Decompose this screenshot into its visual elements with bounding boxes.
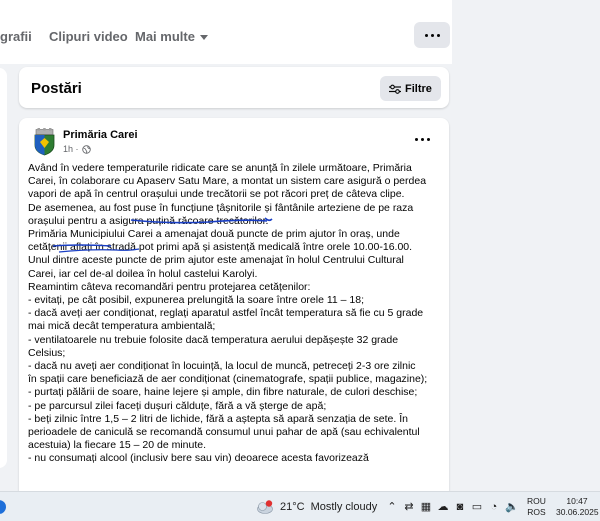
posts-title: Postări xyxy=(31,80,82,97)
app-icon[interactable] xyxy=(0,500,6,514)
tab-bar-gap xyxy=(452,0,600,64)
dot-icon xyxy=(437,34,440,37)
coat-of-arms-avatar[interactable] xyxy=(32,128,57,156)
post-text-line: cetățenii aflați în stradă pot primi apă și asistență medicală între orele 10.00-16.00. xyxy=(28,241,413,254)
post-text-line: Carei, iar cel de-al doilea în holul castelui Karolyi. xyxy=(28,267,258,280)
post-text-line: De asemenea, au fost puse în funcțiune țâșnitorile și fântânile arteziene de pe raza xyxy=(28,201,414,214)
post-text-line: vapori de apă în centrul orașului unde trecătorii se pot răcori preț de câteva clipe. xyxy=(28,188,405,201)
network-adapter-icon[interactable]: ▦ xyxy=(420,501,432,513)
weather-text: Mostly cloudy xyxy=(310,501,378,513)
tab-reels[interactable]: Clipuri video xyxy=(49,29,128,44)
dot-icon xyxy=(425,34,428,37)
windows-taskbar xyxy=(0,491,600,521)
clock-date: 30.06.2025 xyxy=(556,507,599,517)
left-column-card xyxy=(0,68,7,468)
more-options-button[interactable] xyxy=(414,22,450,48)
weather-temperature: 21°C xyxy=(280,501,305,513)
clock-time: 10:47 xyxy=(566,496,588,506)
post-text-line: mai mică decât temperatura ambientală; xyxy=(28,320,216,333)
post-text-line: Unul dintre aceste puncte de prim ajutor este amenajat în holul Centrului Cultural xyxy=(28,254,404,267)
post-text-line: Celsius; xyxy=(28,346,66,359)
post-text-line: - purtați pălării de soare, haine lejere și ample, din fibre naturale, de culori deschise; xyxy=(28,386,418,399)
speaker-icon[interactable]: 🔈 xyxy=(505,501,519,513)
tab-more-label: Mai multe xyxy=(135,29,195,44)
dot-icon xyxy=(431,34,434,37)
keyboard-layout: ROS xyxy=(527,507,546,517)
post-text-line: perioadele de caniculă se recomandă consumul unui pahar de apă (sau echivalentul xyxy=(28,426,420,439)
post-text-line: în spații care beneficiază de aer condiționat (cinematografe, spații publice, magazine); xyxy=(28,373,428,386)
post-text-line: Reamintim câteva recomandări pentru protejarea cetățenilor: xyxy=(28,280,311,293)
post-text-line: Având în vedere temperaturile ridicate care se anunță în zilele următoare, Primăria xyxy=(28,162,412,174)
weather-widget[interactable] xyxy=(256,500,377,514)
post-card xyxy=(19,118,449,498)
post-meta xyxy=(63,144,91,154)
sliders-icon xyxy=(389,84,401,94)
post-text-line: acestuia) la fiecare 15 – 20 de minute. xyxy=(28,439,207,452)
globe-icon xyxy=(82,145,91,154)
wifi-icon[interactable]: ◔ xyxy=(490,500,498,513)
post-author[interactable]: Primăria Carei xyxy=(63,129,138,141)
post-text-line: Carei, în colaborare cu Apaserv Satu Mare, a montat un sistem care asigură o perdea xyxy=(28,175,427,188)
system-clock[interactable] xyxy=(556,496,598,518)
dot-icon xyxy=(427,138,430,141)
tab-more[interactable] xyxy=(135,29,208,44)
filter-label: Filtre xyxy=(405,82,432,95)
bluetooth-transfer-icon[interactable]: ⇄ xyxy=(404,501,414,513)
post-time[interactable]: 1h · xyxy=(63,144,79,154)
post-text-line: orașului pentru a asigura puțină răcoare trecătorilor. xyxy=(28,214,269,227)
cloud-warning-icon xyxy=(256,500,274,514)
filter-button[interactable] xyxy=(380,76,441,101)
dot-icon xyxy=(421,138,424,141)
post-text-line: - beți zilnic între 1,5 – 2 litri de lichide, fără a aștepta să apară senzația de sete. În xyxy=(28,412,408,425)
post-text-line: - pe parcursul zilei faceți dușuri călduțe, fără a vă șterge de apă; xyxy=(28,399,327,412)
language-code: ROU xyxy=(527,496,546,506)
camera-icon[interactable]: ◙ xyxy=(456,500,464,513)
post-text-line: - evitați, pe cât posibil, expunerea prelungită la soare între orele 11 – 18; xyxy=(28,294,365,307)
post-options-button[interactable] xyxy=(415,138,430,141)
post-text-line: Primăria Municipiului Carei a amenajat două puncte de prim ajutor în oraș, unde xyxy=(28,228,400,241)
post-text-line: - ventilatoarele nu trebuie folosite dacă temperatura aerului depășește 32 grade xyxy=(28,333,399,346)
cloud-sync-icon[interactable]: ☁ xyxy=(437,501,449,513)
post-text-line: - dacă aveți aer condiționat, reglați aparatul astfel încât temperatura să fie cu 5 grade xyxy=(28,307,424,320)
post-text-line: - dacă nu aveți aer condiționat în locuință, la locul de muncă, petreceți 2-3 ore zilnic xyxy=(28,360,416,373)
dot-icon xyxy=(415,138,418,141)
posts-header-card xyxy=(19,67,449,108)
chevron-up-icon[interactable]: ⌃ xyxy=(387,501,397,513)
display-icon[interactable]: ▭ xyxy=(471,501,483,513)
post-text-line: - nu consumați alcool (inclusiv bere sau vin) deoarece acesta favorizează xyxy=(28,452,369,465)
post-body xyxy=(28,162,444,466)
language-indicator[interactable] xyxy=(527,496,546,518)
system-tray xyxy=(386,500,517,513)
tab-photos[interactable]: grafii xyxy=(0,29,32,44)
caret-down-icon xyxy=(200,35,208,40)
profile-tab-bar xyxy=(0,0,600,64)
